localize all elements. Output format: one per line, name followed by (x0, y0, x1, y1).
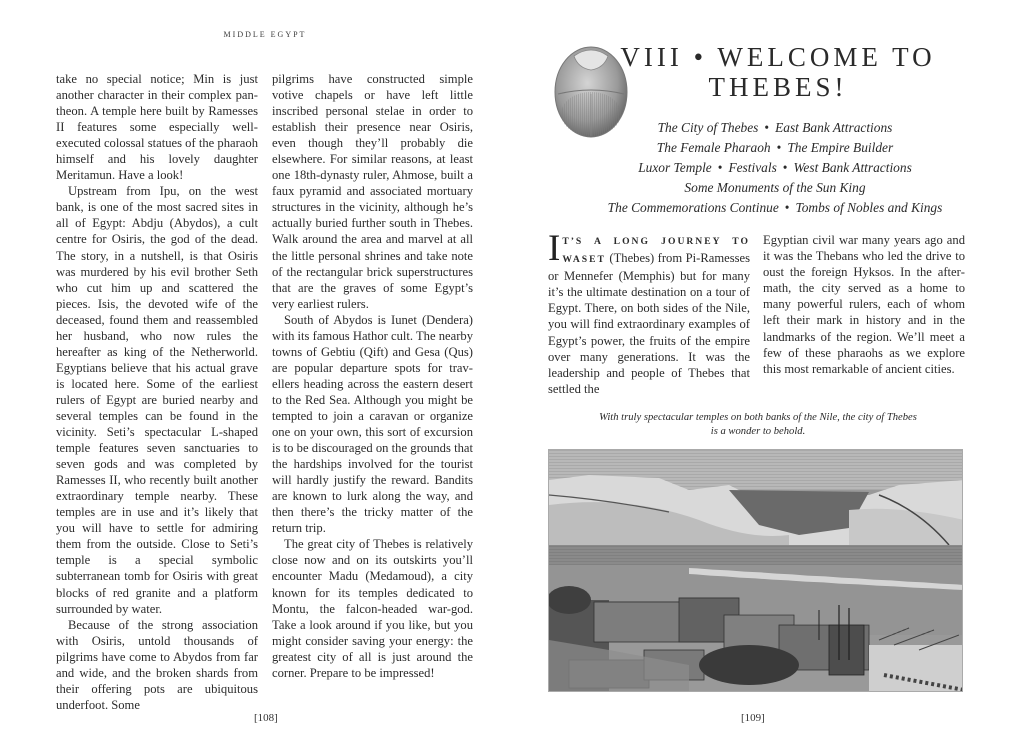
contents-item: Festivals (728, 160, 777, 175)
contents-line (590, 158, 960, 178)
chapter-title-line-1: VIII • WELCOME TO (620, 42, 936, 72)
bullet-separator: • (782, 160, 788, 175)
contents-item: West Bank Attractions (793, 160, 912, 175)
page-number: [109] (741, 712, 765, 724)
opening-smallcaps: T’S A LONG JOURNEY TO WASET (562, 236, 750, 266)
figure-caption (568, 411, 948, 439)
intro-column-1 (548, 228, 750, 397)
bullet-separator: • (776, 140, 782, 155)
contents-item: Luxor Temple (638, 160, 712, 175)
chapter-title-line-2: THEBES! (708, 72, 848, 102)
text-column-1 (56, 71, 258, 713)
engraving-illustration (549, 450, 963, 692)
paragraph: Because of the strong association with Osiris, untold thousands of pilgrims have come to Abydos from far and wide, and the broken shards from their offering pots are ubiquitous underfoot. Some (56, 617, 258, 712)
contents-item: East Bank Attractions (775, 120, 893, 135)
chapter-title (618, 42, 938, 102)
paragraph: (Thebes) from Pi-Ramesses or Mennefer (Memphis) but for many it’s the ultimate destination on a tour of Egypt. There, on both sides of the Nile, you will find extraordinary examples of Egypt’s power, the fruits of the empire over many generations. It was the leadership and people of Thebes that settled the (548, 251, 750, 396)
thebes-engraving-image (548, 449, 963, 692)
contents-item: The Empire Builder (787, 140, 894, 155)
bullet-separator: • (784, 200, 790, 215)
paragraph: South of Abydos is Iunet (Dendera) with its famous Hathor cult. The nearby towns of Gebtiu (Qift) and Gesa (Qus) are popular departure spots for travellers heading across the eastern desert to the Red Sea. Although you might be tempted to join a caravan or organize one on your own, this sort of excursion is to be discouraged on the grounds that the hardships involved for the tourist will hardly justify the reward. Bandits are known to lurk along the way, and then there’s the tricky matter of the return trip. (272, 312, 473, 536)
contents-item: Some Monuments of the Sun King (684, 180, 866, 195)
contents-item: Tombs of Nobles and Kings (795, 200, 943, 215)
caption-line-1: With truly spectacular temples on both banks of the Nile, the city of Thebes (599, 412, 917, 423)
running-head: MIDDLE EGYPT (223, 30, 307, 39)
paragraph: take no special notice; Min is just another character in their complex pantheon. A temple here built by Ramesses II features some especially well-executed colossal statues of the pharaoh himself and his lovely daughter Meritamun. Have a look! (56, 72, 258, 183)
caption-line-2: is a wonder to behold. (710, 426, 806, 437)
page-number: [108] (254, 712, 278, 724)
paragraph: The great city of Thebes is relatively close now and on its outskirts you’ll encounter Madu (Medamoud), a city known for its temples dedicated to Montu, the falcon-headed war-god. Take a look around if you like, but you might consider saving your energy: the greatest city of all is just around the corner. Prepare to be impressed! (272, 537, 473, 680)
paragraph: pilgrims have constructed simple votive chapels or have left little inscribed personal stelae in order to establish their presence near Osiris, even though they’ll probably die elsewhere. For similar reasons, at least one 18th-dynasty ruler, Ahmose, built a faux pyramid and associated mortuary structures in the vicinity, although he’s actually buried further south in Thebes. Walk around the area and marvel at all the little personal shrines and take note of the rectangular brick superstructures that are the graves of some Egypt’s very earliest rulers. (272, 72, 473, 311)
contents-line (590, 118, 960, 138)
contents-line (590, 138, 960, 158)
paragraph: Upstream from Ipu, on the west bank, is one of the most sacred sites in all of Egypt: Abdju (Abydos), a cult centre for Osiris, the god of the dead. The story, in a nutshell, is that Osiris was murdered by his evil brother Seth who cut him up and scattered the pieces. Isis, the devoted wife of the deceased, found them and reassembled her husband, who now rules the hereafter as king of the Netherworld. Egyptians believe that his actual grave is located here. Some of the earliest rulers of Egypt are buried nearby and several temples can be found in the vicinity. Seti’s spectacular L-shaped temple features seven sanctuaries to seven gods and was completed by Ramesses II, who recently built another extraordinary temple nearby. These temples are in use and it’s likely that you will have to settle for admiring them from the outside. Close to Seti’s temple is a special symbolic subterranean tomb for Osiris with great blocks of red granite and a platform surrounded by water. (56, 184, 258, 616)
intro-column-2 (763, 232, 965, 377)
bullet-separator: • (717, 160, 723, 175)
contents-item: The City of Thebes (657, 120, 759, 135)
drop-cap: I (548, 228, 561, 269)
contents-item: The Female Pharaoh (656, 140, 771, 155)
bullet-separator: • (764, 120, 770, 135)
contents-line (590, 198, 960, 218)
contents-item: The Commemorations Continue (607, 200, 779, 215)
paragraph: Egyptian civil war many years ago and it was the Thebans who led the drive to oust the foreign Hyksos. In the aftermath, the city served as a home to many powerful rulers, each of whom left their mark in history and in the landmarks of the region. We’ll meet a few of these pharaohs as we explore this most remarkable of ancient cities. (763, 233, 965, 376)
chapter-contents (590, 118, 960, 218)
text-column-2 (272, 71, 473, 681)
contents-line (590, 178, 960, 198)
